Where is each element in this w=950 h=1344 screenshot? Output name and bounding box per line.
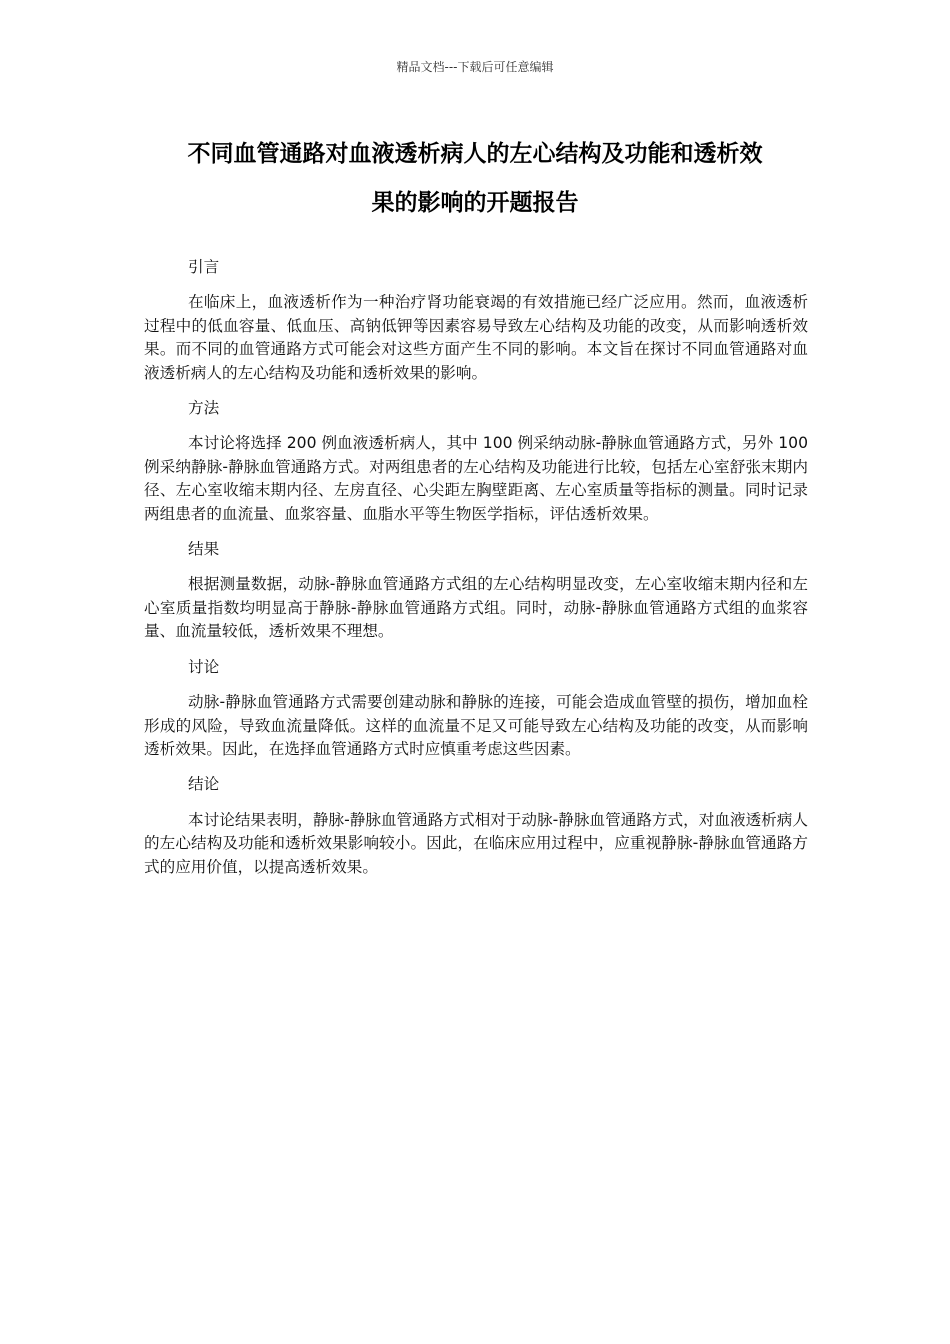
section-heading: 结论 — [188, 775, 220, 794]
section-methods — [144, 397, 808, 526]
section-heading: 方法 — [188, 399, 220, 418]
section-heading: 讨论 — [188, 657, 220, 676]
section-discussion — [144, 656, 808, 762]
title-line-1: 不同血管通路对血液透析病人的左心结构及功能和透析效 — [187, 141, 763, 167]
section-conclusion — [144, 773, 808, 879]
title-line-2: 果的影响的开题报告 — [371, 190, 579, 216]
section-paragraph: 在临床上，血液透析作为一种治疗肾功能衰竭的有效措施已经广泛应用。然而，血液透析过程中的低血容量、低血压、高钠低钾等因素容易导致左心结构及功能的改变，从而影响透析效果。而不同的血管通路方式可能会对这些方面产生不同的影响。本文旨在探讨不同血管通路对血液透析病人的左心结构及功能和透析效果的影响。 — [144, 293, 808, 382]
section-heading: 引言 — [188, 258, 220, 276]
section-results — [144, 538, 808, 644]
document-body — [144, 256, 808, 891]
section-paragraph: 动脉-静脉血管通路方式需要创建动脉和静脉的连接，可能会造成血管壁的损伤，增加血栓形成的风险，导致血流量降低。这样的血流量不足又可能导致左心结构及功能的改变，从而影响透析效果。因此，在选择血管通路方式时应慎重考虑这些因素。 — [144, 693, 808, 758]
document-title — [140, 130, 810, 228]
section-paragraph: 本讨论将选择 200 例血液透析病人，其中 100 例采纳动脉-静脉血管通路方式，另外 100 例采纳静脉-静脉血管通路方式。对两组患者的左心结构及功能进行比较，包括左心室舒张末期内径、左心室收缩末期内径、左房直径、心尖距左胸壁距离、左心室质量等指标的测量。同时记录两组患者的血流量、血浆容量、血脂水平等生物医学指标，评估透析效果。 — [144, 434, 808, 523]
section-paragraph: 本讨论结果表明，静脉-静脉血管通路方式相对于动脉-静脉血管通路方式，对血液透析病人的左心结构及功能和透析效果影响较小。因此，在临床应用过程中，应重视静脉-静脉血管通路方式的应用价值，以提高透析效果。 — [144, 810, 808, 876]
section-paragraph: 根据测量数据，动脉-静脉血管通路方式组的左心结构明显改变，左心室收缩末期内径和左心室质量指数均明显高于静脉-静脉血管通路方式组。同时，动脉-静脉血管通路方式组的血浆容量、血流量较低，透析效果不理想。 — [144, 575, 808, 641]
section-heading: 结果 — [188, 540, 220, 559]
header-note: 精品文档---下载后可任意编辑 — [396, 60, 554, 74]
section-introduction — [144, 256, 808, 385]
